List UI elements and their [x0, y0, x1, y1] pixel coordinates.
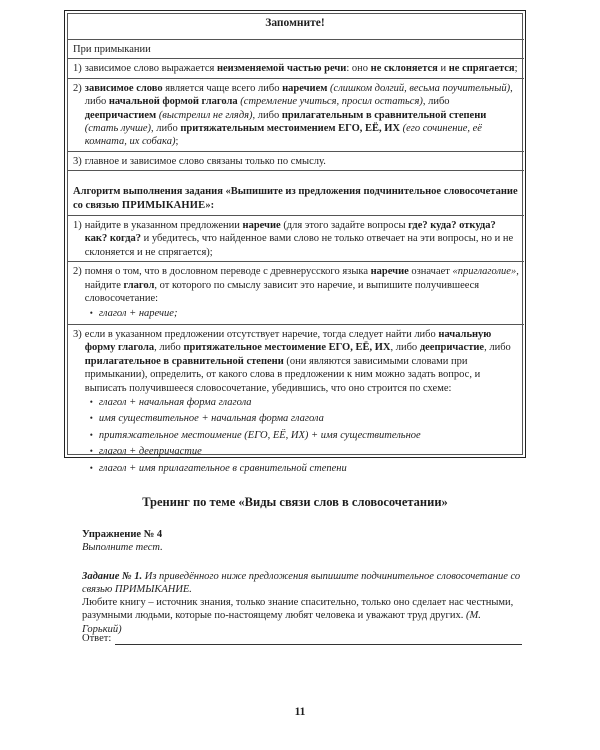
- algorithm-step-3-bullets: [85, 395, 519, 477]
- rule-box-content: [73, 39, 519, 479]
- task-prompt: [82, 570, 522, 597]
- algorithm-title: Алгоритм выполнения задания «Выпишите из предложения подчинительное словосочетание со связью ПРИМЫКАНИЕ»:: [73, 186, 518, 211]
- algorithm-step-1: 1) найдите в указанном предложении наречие (для этого задайте вопросы где? куда? откуда? как? когда? и убедитесь, что найденное вами слово не только отвечает на эти вопросы, но и не склоняется и не спрягается);: [73, 220, 514, 258]
- task-author: (М. Горький): [82, 610, 481, 635]
- algorithm-step-3: 3) если в указанном предложении отсутствует наречие, тогда следует найти либо начальную форму глагола, либо притяжательное местоимение ЕГО, ЕЁ, ИХ, либо деепричастие, либо прилагательное в сравнительной степени (они являются зависимыми словами при примыкании), определить, от какого слова в предложении к ним можно задать вопрос, и выписать получившееся словосочетание, убедившись, что оно строится по схеме: • глагол + начальная форма глагола • имя существительное + начальная форма глагола • притяжательное местоимение (ЕГО, ЕЁ, ИХ) + имя существительное • глагол + деепричастие • глагол + имя прилагательное в сравнительной степени: [73, 325, 519, 479]
- task-sentence: Любите книгу – источник знания, только знание спасительно, только оно сделает нас честными, разумными людьми, которые по-настоящему любят человека и уважают труд других. (М. Горький): [82, 597, 514, 635]
- bullet-item: • глагол + имя прилагательное в сравнительной степени: [90, 461, 519, 477]
- rule-intro: При примыкании: [73, 44, 151, 55]
- bullet-item: • глагол + деепричастие: [90, 444, 519, 460]
- rule-item-3: 3) главное и зависимое слово связаны только по смыслу.: [73, 155, 326, 167]
- rule-item-2: 2) зависимое слово является чаще всего либо наречием (слишком долгий, весьма поучительный), либо начальной формой глагола (стремление учиться, просил остаться), либо деепричастием (выстрелил не глядя), либо прилагательным в сравнительной степени (стать лучше), либо притяжательным местоимением ЕГО, ЕЁ, ИХ (его сочинение, её комната, их собака);: [73, 82, 513, 148]
- bullet-item: • притяжательное местоимение (ЕГО, ЕЁ, ИХ) + имя существительное: [90, 428, 519, 444]
- exercise-instruction: Выполните тест.: [82, 542, 163, 554]
- answer-row: [82, 632, 522, 645]
- algorithm-step-2: 2) помня о том, что в дословном переводе с древнерусского языка наречие означает «приглаголие», найдите глагол, от которого по смыслу зависит это наречие, и выпишите получившееся словосочетание: • глагол + наречие;: [73, 262, 519, 324]
- bullet-item: • глагол + наречие;: [90, 306, 519, 322]
- answer-label: Ответ:: [82, 633, 112, 644]
- rule-item-1: 1) зависимое слово выражается неизменяемой частью речи: оно не склоняется и не спрягается;: [73, 63, 518, 75]
- rule-box-title: Запомните!: [265, 17, 325, 29]
- exercise-title: Упражнение № 4: [82, 529, 163, 540]
- training-heading: Тренинг по теме «Виды связи слов в словосочетании»: [142, 495, 448, 509]
- bullet-item: • глагол + начальная форма глагола: [90, 395, 519, 411]
- bullet-item: • имя существительное + начальная форма глагола: [90, 411, 519, 427]
- answer-line[interactable]: [115, 634, 522, 645]
- task-text: Из приведённого ниже предложения выпишите подчинительное словосочетание со связью ПРИМЫКАНИЕ.: [82, 571, 521, 596]
- exercise-block: [82, 528, 522, 555]
- page-number: 11: [294, 706, 306, 718]
- task-label: Задание № 1.: [82, 571, 143, 582]
- algorithm-step-2-bullets: [85, 306, 519, 322]
